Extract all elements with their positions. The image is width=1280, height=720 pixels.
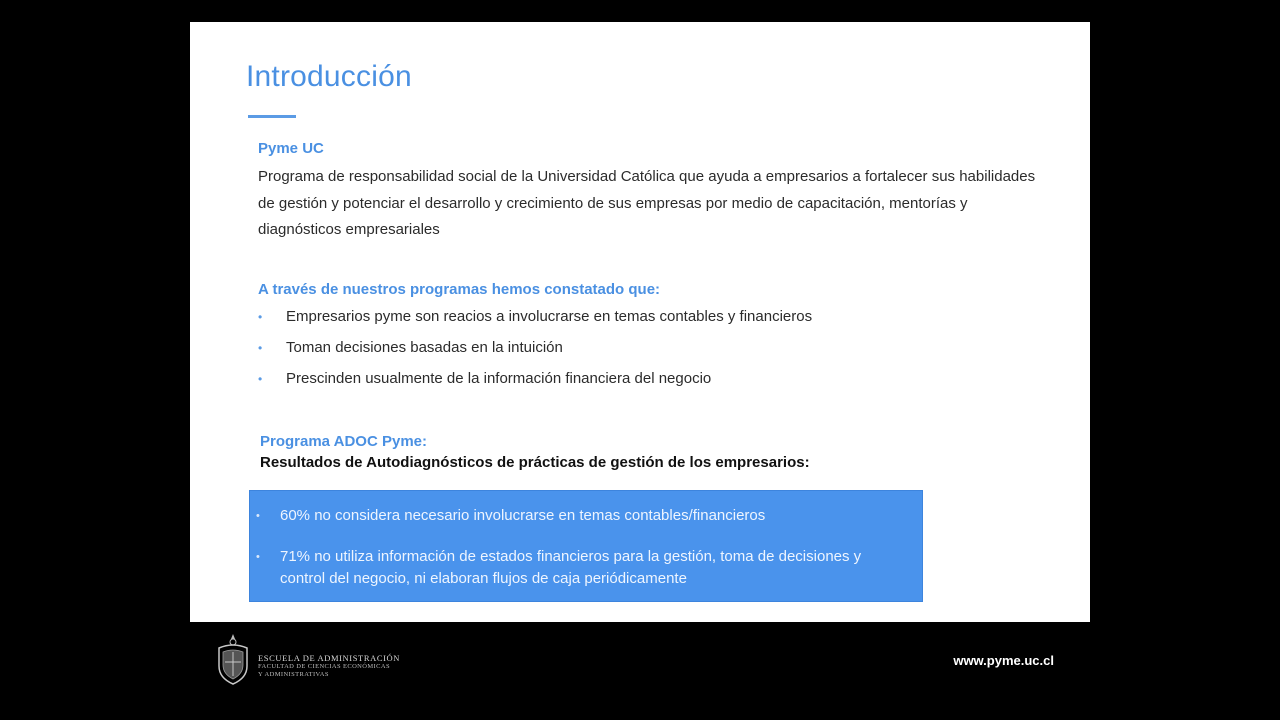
bullet-icon: • <box>258 310 263 324</box>
highlight-item-text: 71% no utiliza información de estados financieros para la gestión, toma de decisiones y control del negocio, ni elaboran flujos de caja periódicamente <box>280 548 862 587</box>
school-name-line3: Y ADMINISTRATIVAS <box>258 671 329 678</box>
bullet-icon: • <box>258 341 263 355</box>
university-crest-icon <box>213 632 253 686</box>
school-name-line2: FACULTAD DE CIENCIAS ECONÓMICAS <box>258 663 390 670</box>
bullet-icon: • <box>258 372 263 386</box>
intro-paragraph: Programa de responsabilidad social de la Universidad Católica que ayuda a empresarios a fortalecer sus habilidades de gestión y potenciar el desarrollo y crecimiento de sus empresas por medio de capacitación, mentorías y diagnósticos empresariales <box>258 168 1036 238</box>
findings-list <box>258 308 812 401</box>
results-highlight-box <box>249 490 923 602</box>
school-name-line1: ESCUELA DE ADMINISTRACIÓN <box>258 653 401 663</box>
section-heading-findings: A través de nuestros programas hemos constatado que: <box>258 281 661 298</box>
presentation-slide <box>190 22 1090 622</box>
bullet-icon: • <box>256 551 260 563</box>
title-underline <box>248 115 296 118</box>
section-heading-adoc: Programa ADOC Pyme: <box>260 433 427 450</box>
section-heading-pyme-uc: Pyme UC <box>258 140 324 157</box>
list-item <box>258 339 812 370</box>
list-item-text: Empresarios pyme son reacios a involucrarse en temas contables y financieros <box>286 308 813 325</box>
list-item-text: Prescinden usualmente de la información financiera del negocio <box>286 370 712 387</box>
website-url[interactable]: www.pyme.uc.cl <box>953 653 1054 668</box>
list-item-text: Toman decisiones basadas en la intuición <box>286 339 563 356</box>
school-name <box>258 653 400 679</box>
bullet-icon: • <box>256 510 260 522</box>
highlight-item-text: 60% no considera necesario involucrarse en temas contables/financieros <box>280 507 766 524</box>
list-item <box>258 370 812 401</box>
results-subheading: Resultados de Autodiagnósticos de prácticas de gestión de los empresarios: <box>260 454 810 471</box>
list-item <box>258 308 812 339</box>
highlight-item <box>250 505 910 527</box>
highlight-item <box>250 546 910 590</box>
slide-title: Introducción <box>246 60 412 93</box>
